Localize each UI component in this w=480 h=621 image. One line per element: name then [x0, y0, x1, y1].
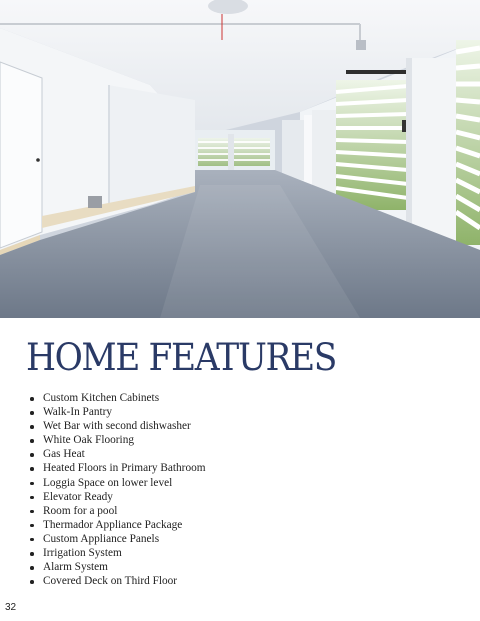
list-item: Custom Appliance Panels: [28, 532, 206, 546]
list-item: Walk-In Pantry: [28, 405, 206, 419]
list-item: Irrigation System: [28, 546, 206, 560]
door: [0, 62, 42, 248]
list-item: Custom Kitchen Cabinets: [28, 391, 206, 405]
list-item: Gas Heat: [28, 447, 206, 461]
list-item: Thermador Appliance Package: [28, 518, 206, 532]
column-near: [406, 58, 456, 240]
gate-opener-bar: [346, 70, 406, 74]
column: [312, 110, 336, 195]
page-number: 32: [5, 602, 17, 613]
list-item: Covered Deck on Third Floor: [28, 574, 206, 588]
list-item: Wet Bar with second dishwasher: [28, 419, 206, 433]
list-item: Room for a pool: [28, 504, 206, 518]
list-item: Loggia Space on lower level: [28, 476, 206, 490]
list-item: Alarm System: [28, 560, 206, 574]
list-item: Heated Floors in Primary Bathroom: [28, 461, 206, 475]
list-item: Elevator Ready: [28, 490, 206, 504]
features-list: [28, 391, 206, 588]
page-title: HOME FEATURES: [26, 336, 336, 379]
list-item: White Oak Flooring: [28, 433, 206, 447]
